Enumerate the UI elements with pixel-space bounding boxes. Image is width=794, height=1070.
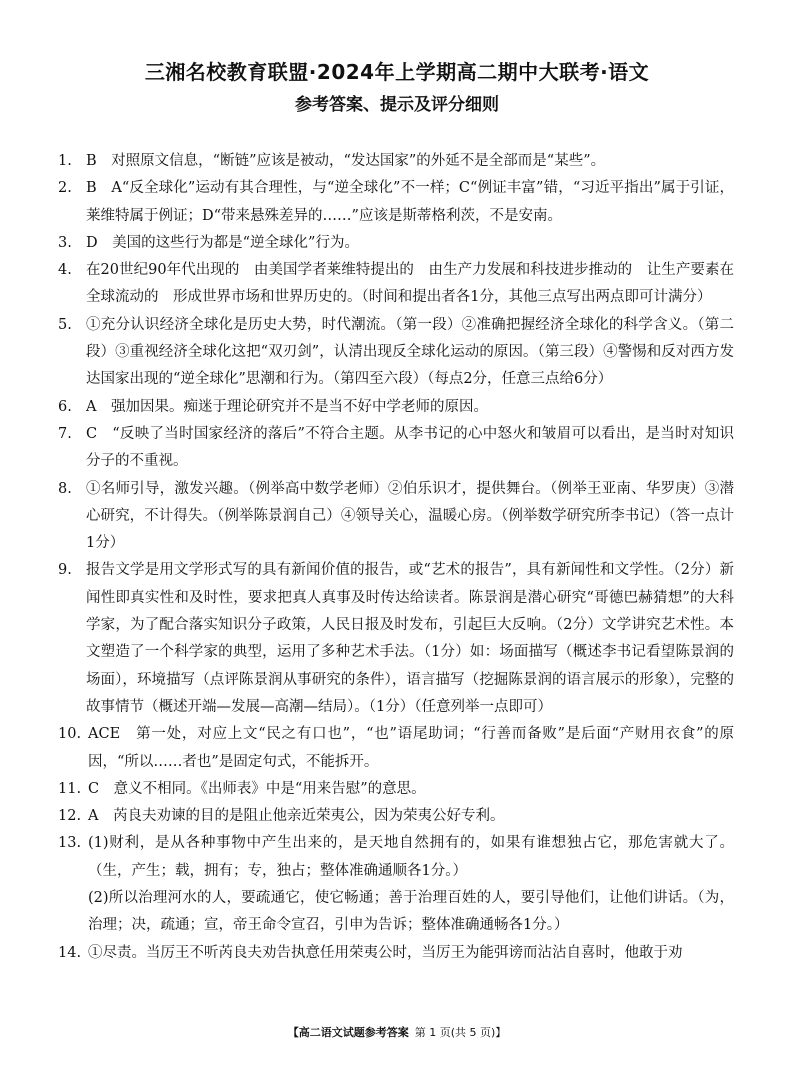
footer-label: 【高二语文试题参考答案 (287, 1026, 409, 1039)
answer-number: 14. (58, 944, 82, 961)
answer-text: (2)所以治理河水的人，要疏通它，使它畅通；善于治理百姓的人，要引导他们，让他们讲话。（为，治理；决，疏通；宣，帝王命令宣召，引申为告诉；整体准确通畅各1分。） (88, 890, 734, 934)
answer-number: 8. (58, 480, 72, 497)
answer-text: D 美国的这些行为都是“逆全球化”行为。 (86, 234, 359, 251)
answer-text: ①充分认识经济全球化是历史大势，时代潮流。（第一段）②准确把握经济全球化的科学含义。（第二段）③重视经济全球化这把“双刃剑”，认清出现反全球化运动的原因。（第三段）④警惕和反对西方发达国家出现的“逆全球化”思潮和行为。（第四至六段）（每点2分，任意三点给6分） (86, 316, 734, 388)
page-subtitle: 参考答案、提示及评分细则 (295, 95, 499, 115)
answer-number: 10. (58, 726, 82, 743)
answer-text: 报告文学是用文学形式写的具有新闻价值的报告，或“艺术的报告”，具有新闻性和文学性。（2分）新闻性即真实性和及时性，要求把真人真事及时传达给读者。陈景润是潜心研究“哥德巴赫猜想”的大科学家，为了配合落实知识分子政策，人民日报及时发布，引起巨大反响。（2分）文学讲究艺术性。本文塑造了一个科学家的典型，运用了多种艺术手法。（1分）如：场面描写（概述李书记看望陈景润的场面），环境描写（点评陈景润从事研究的条件），语言描写（挖掘陈景润的语言展示的形象），完整的故事情节（概述开端—发展—高潮—结局）。（1分）（任意列举一点即可） (86, 562, 734, 715)
answer-item (58, 394, 734, 421)
answer-item (58, 476, 734, 558)
answer-text: C 意义不相同。《出师表》中是“用来告慰”的意思。 (88, 780, 426, 797)
answer-text: ①名师引导，激发兴趣。（例举高中数学老师）②伯乐识才，提供舞台。（例举王亚南、华罗庚）③潜心研究，不计得失。（例举陈景润自己）④领导关心，温暖心房。（例举数学研究所李书记）（答一点计1分） (86, 480, 734, 552)
answer-number: 5. (58, 316, 72, 333)
answer-text: A 强加因果。痴迷于理论研究并不是当不好中学老师的原因。 (86, 398, 488, 415)
answer-item (58, 776, 734, 803)
answer-list (58, 148, 734, 967)
answer-text: B A“反全球化”运动有其合理性，与“逆全球化”不一样；C“例证丰富”错，“习近平指出”属于引证，莱维特属于例证；D“带来悬殊差异的……”应该是斯蒂格利茨，不是安南。 (86, 180, 734, 224)
answer-item (58, 885, 734, 940)
answer-text: B 对照原文信息，“断链”应该是被动，“发达国家”的外延不是全部而是“某些”。 (86, 153, 606, 169)
answer-item (58, 312, 734, 394)
answer-item (58, 721, 734, 776)
answer-text: (1)财利，是从各种事物中产生出来的，是天地自然拥有的，如果有谁想独占它，那危害就大了。（生，产生；载，拥有；专，独占；整体准确通顺各1分。） (88, 835, 734, 879)
answer-text: 在20世纪90年代出现的 由美国学者莱维特提出的 由生产力发展和科技进步推动的 让生产要素在全球流动的 形成世界市场和世界历史的。（时间和提出者各1分，其他三点写出两点即可计满分） (86, 262, 734, 306)
answer-item (58, 175, 734, 230)
answer-item (58, 940, 734, 967)
answer-item (58, 803, 734, 830)
page-footer (0, 1024, 794, 1040)
answer-number: 1. (58, 153, 72, 169)
answer-number: 4. (58, 262, 72, 279)
answer-number: 3. (58, 234, 72, 251)
answer-number: 6. (58, 398, 72, 415)
answer-item (58, 230, 734, 257)
answer-number: 7. (58, 425, 72, 442)
answer-item (58, 421, 734, 476)
answer-item (58, 148, 734, 175)
answer-number: 11. (58, 780, 82, 797)
answer-number: 12. (58, 808, 82, 825)
answer-number: 13. (58, 835, 82, 852)
page-title: 三湘名校教育联盟·2024年上学期高二期中大联考·语文 (144, 60, 650, 84)
answer-item (58, 257, 734, 312)
page-number: 第 1 页(共 5 页)】 (414, 1026, 507, 1039)
answer-text: A 芮良夫劝谏的目的是阻止他亲近荣夷公，因为荣夷公好专利。 (88, 808, 505, 825)
answer-item (58, 830, 734, 885)
answer-text: C “反映了当时国家经济的落后”不符合主题。从李书记的心中怒火和皱眉可以看出，是当时对知识分子的不重视。 (86, 425, 734, 470)
answer-number: 9. (58, 562, 72, 579)
answer-item (58, 557, 734, 721)
answer-text: ①尽责。当厉王不听芮良夫劝告执意任用荣夷公时，当厉王为能弭谤而沾沾自喜时，他敢于劝 (88, 944, 683, 961)
answer-text: ACE 第一处，对应上文“民之有口也”，“也”语尾助词；“行善而备败”是后面“产财用衣食”的原因，“所以……者也”是固定句式，不能拆开。 (88, 726, 734, 770)
answer-number: 2. (58, 180, 72, 197)
